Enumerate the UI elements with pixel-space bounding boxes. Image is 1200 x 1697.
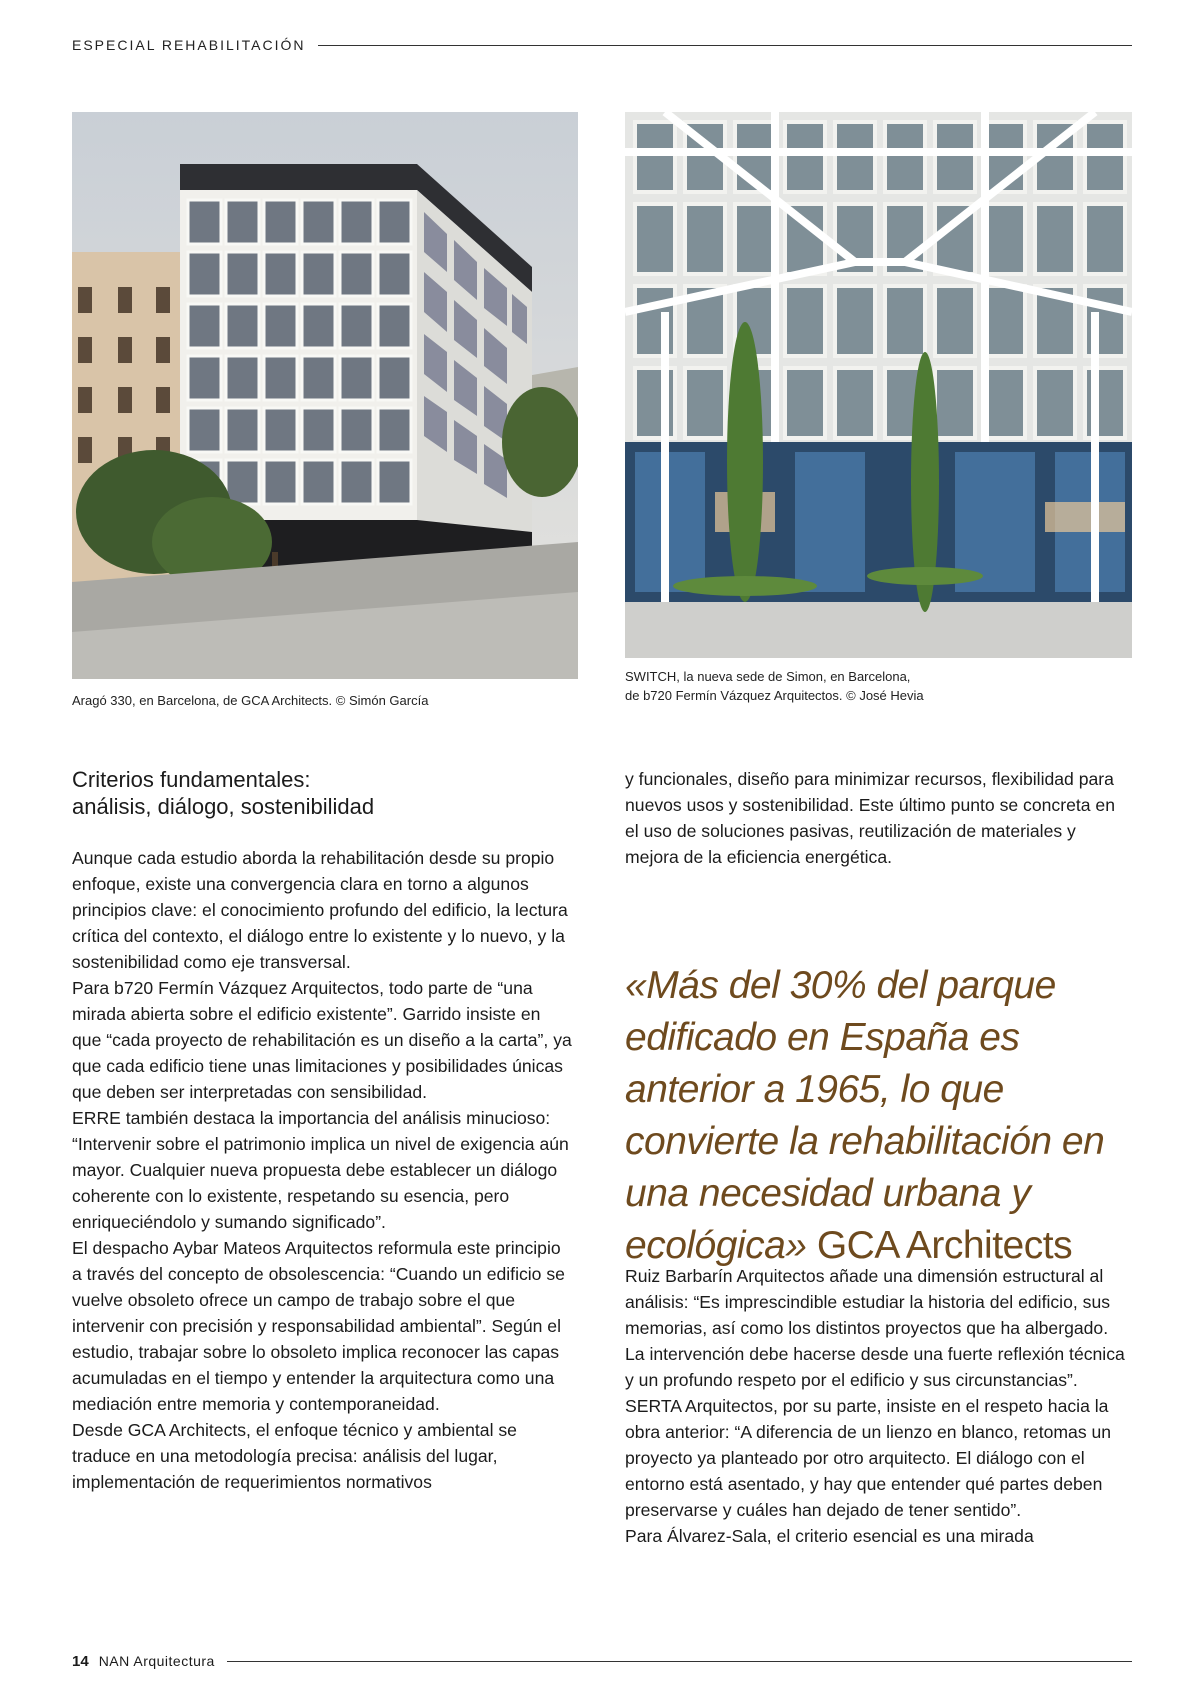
body-column-right-bottom (625, 1263, 1125, 1549)
page-number: 14 (72, 1652, 89, 1670)
section-heading-line1: Criterios fundamentales: (72, 767, 311, 792)
paragraph: Ruiz Barbarín Arquitectos añade una dimensión estructural al análisis: “Es imprescindible estudiar la historia del edificio, sus memorias, así como los distintos proyectos que ha albergado. La intervención debe hacerse desde una fuerte reflexión técnica y un profundo respeto por el edificio y sus circunstancias”. (625, 1266, 1125, 1390)
paragraph: Desde GCA Architects, el enfoque técnico y ambiental se traduce en una metodología precisa: análisis del lugar, implementación de requerimientos normativos (72, 1420, 517, 1492)
section-label: ESPECIAL REHABILITACIÓN (72, 37, 306, 53)
paragraph: ERRE también destaca la importancia del análisis minucioso: “Intervenir sobre el patrimonio implica un nivel de exigencia aún mayor. Cualquier nueva propuesta debe establecer un diálogo coherente con lo existente, respetando su esencia, pero enriqueciéndolo y sumando significado”. (72, 1108, 569, 1232)
paragraph: Para b720 Fermín Vázquez Arquitectos, todo parte de “una mirada abierta sobre el edificio existente”. Garrido insiste en que “cada proyecto de rehabilitación es un diseño a la carta”, ya que cada edificio tiene unas limitaciones y posibilidades únicas que deben ser interpretadas con sensibilidad. (72, 978, 572, 1102)
paragraph: El despacho Aybar Mateos Arquitectos reformula este principio a través del concepto de obsolescencia: “Cuando un edificio se vuelve obsoleto ofrece un campo de trabajo sobre el que intervenir con precisión y responsabilidad ambiental”. Según el estudio, trabajar sobre lo obsoleto implica reconocer las capas acumuladas en el tiempo y entender la arquitectura como una mediación entre memoria y contemporaneidad. (72, 1238, 565, 1414)
section-heading (72, 766, 572, 820)
paragraph: Para Álvarez-Sala, el criterio esencial es una mirada (625, 1526, 1034, 1546)
running-footer (72, 1650, 1132, 1672)
paragraph: SERTA Arquitectos, por su parte, insiste en el respeto hacia la obra anterior: “A diferencia de un lienzo en blanco, retomas un proyecto ya planteado por otro arquitecto. El diálogo con el entorno está asentado, y hay que entender qué partes deben preservarse y cuáles han dejado de tener sentido”. (625, 1396, 1112, 1520)
paragraph: Aunque cada estudio aborda la rehabilitación desde su propio enfoque, existe una convergencia clara en torno a algunos principios clave: el conocimiento profundo del edificio, la lectura crítica del contexto, el diálogo entre lo existente y lo nuevo, y la sostenibilidad como eje transversal. (72, 848, 568, 972)
running-header (72, 34, 1132, 56)
caption-right-line1: SWITCH, la nueva sede de Simon, en Barcelona, (625, 669, 911, 684)
header-rule (318, 45, 1133, 46)
magazine-name: NAN Arquitectura (98, 1653, 215, 1669)
pull-quote-attribution: GCA Architects (816, 1224, 1073, 1267)
pull-quote (625, 960, 1140, 1272)
paragraph: y funcionales, diseño para minimizar recursos, flexibilidad para nuevos usos y sostenibilidad. Este último punto se concreta en el uso de soluciones pasivas, reutilización de materiales y mejora de la eficiencia energética. (625, 769, 1115, 867)
body-column-right-top (625, 766, 1125, 870)
photo-caption-right (625, 667, 1132, 705)
pull-quote-text: «Más del 30% del parque edificado en España es anterior a 1965, lo que convierte la rehabilitación en una necesidad urbana y ecológica» (625, 964, 1105, 1267)
caption-right-line2: de b720 Fermín Vázquez Arquitectos. © José Hevia (625, 688, 924, 703)
body-column-left (72, 845, 574, 1495)
courtyard-photo-switch (625, 112, 1132, 658)
section-heading-line2: análisis, diálogo, sostenibilidad (72, 794, 375, 819)
photo-caption-left: Aragó 330, en Barcelona, de GCA Architects. © Simón García (72, 693, 429, 708)
footer-rule (227, 1661, 1132, 1662)
building-photo-arago (72, 112, 578, 679)
